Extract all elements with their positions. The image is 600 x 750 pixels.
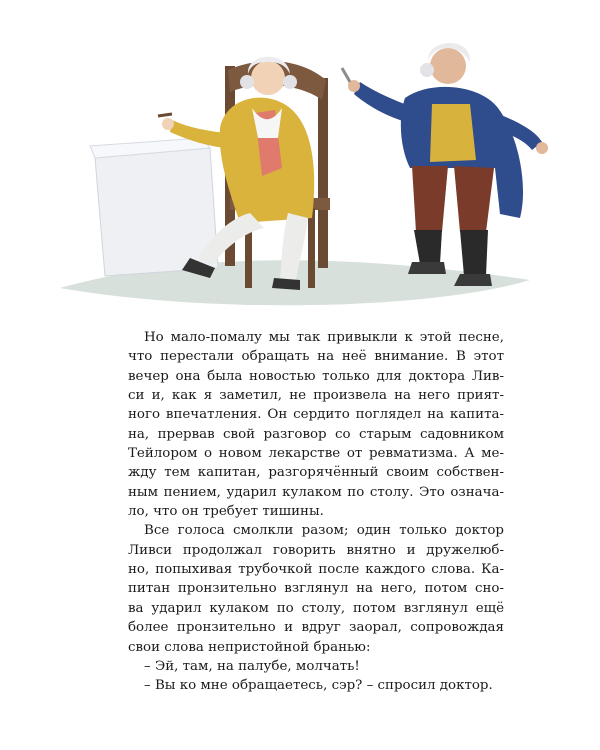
text-line: ного впечатления. Он сердито поглядел на капита- xyxy=(128,407,504,423)
text-line: питан пронзительно взглянул на него, потом сно- xyxy=(128,581,504,597)
text-line: ным пением, ударил кулаком по столу. Это означа- xyxy=(128,484,504,500)
text-line: – Вы ко мне обращаетесь, сэр? – спросил доктор. xyxy=(144,678,493,694)
text-line: Тейлором о новом лекарстве от ревматизма. А ме- xyxy=(128,446,504,462)
text-line: жду тем капитан, разгорячённый своим собствен- xyxy=(128,465,504,481)
text-line: что перестали обращать на неё внимание. В этот xyxy=(128,349,504,365)
text-line: Все голоса смолкли разом; один только доктор xyxy=(144,523,504,539)
text-line: на, прервав свой разговор со старым садовником xyxy=(128,426,504,442)
text-line: но, попыхивая трубочкой после каждого слова. Ка- xyxy=(128,562,504,578)
text-line: – Эй, там, на палубе, молчать! xyxy=(144,658,360,674)
text-line: вечер она была новостью только для доктора Лив- xyxy=(128,368,504,384)
text-line: Но мало-помалу мы так привыкли к этой песне, xyxy=(144,330,504,345)
text-line: Ливси продолжал говорить внятно и дружелюб- xyxy=(128,542,504,558)
story-text xyxy=(128,328,504,696)
text-line: си и, как я заметил, не произвела на него прият- xyxy=(128,388,504,404)
text-line: более пронзительно и вдруг заорал, сопровождая xyxy=(128,620,504,636)
text-line: ва ударил кулаком по столу, потом взглянул ещё xyxy=(128,600,504,616)
text-line: свои слова непристойной бранью: xyxy=(128,639,371,655)
text-line: ло, что он требует тишины. xyxy=(128,504,324,520)
scene-illustration-icon xyxy=(50,18,570,318)
